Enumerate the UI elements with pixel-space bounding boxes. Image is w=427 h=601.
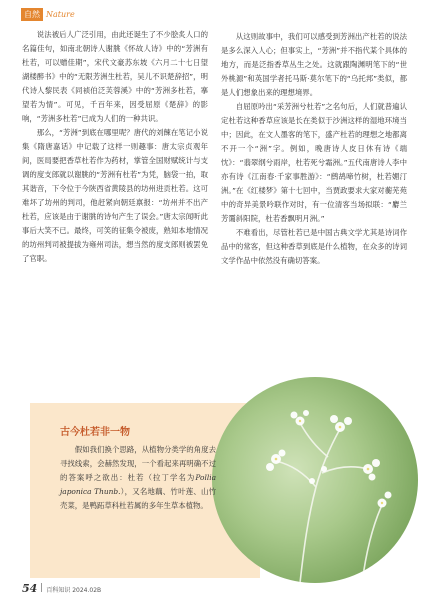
- pollia-flower-illustration: [212, 377, 418, 583]
- sidebar-paragraph: [60, 443, 216, 513]
- left-column: [22, 28, 208, 266]
- sidebar-title: 古今杜若非一物: [60, 427, 130, 438]
- sidebar-body: [60, 443, 216, 513]
- left-paragraph-2: 那么，“芳洲”到底在哪里呢？唐代的刘餗在笔记小说集《隋唐嘉话》中记载了这样一则趣事：唐太宗贞观年间，医局要把香草杜若作为药材，掌管全国财赋统计与支调的度支郎就以谢朓的“芳洲有杜若”为凭，脑袋一拍，取其谐音，下令位于今陕西省黄陵县的坊州进贡杜若。这可难坏了坊州的判司，他赶紧向朝廷禀报：“坊州并不出产杜若，应该是由于谢朓的诗句产生了误会。”唐太宗闻听此事后大笑不已。最终，可笑的征集令被废，熟知本地情况的坊州判司被提拔为雍州司法，想当然的度支郎则被罢免了官职。: [22, 128, 208, 263]
- sidebar-text-after: ），又名地藕、竹叶莲、山竹壳菜，是鸭跖草科杜若属的多年生草本植物。: [60, 487, 216, 510]
- right-paragraph-3: 不难看出，尽管杜若已是中国古典文学尤其是诗词作品中的常客，但这种香草到底是什么植物，在众多的诗词文学作品中依然没有确切答案。: [221, 228, 407, 265]
- magazine-issue: 百科知识 2024.02B: [46, 587, 102, 594]
- footer-divider: [41, 583, 42, 592]
- sidebar-box: [0, 403, 427, 578]
- latin-name: Pollia japonica Thunb.: [60, 473, 216, 496]
- right-paragraph-2: 自屈原吟出“采芳洲兮杜若”之名句后，人们就普遍认定杜若这种香草应该是长在类似于沙洲这样的湿地环境当中；因此，在文人墨客的笔下，盛产杜若的理想之地都离不开一个“洲”字。例如，晚唐诗人皮日休有诗《端忱》：“翡翠纲兮雨岸，杜若死兮霜洲。”五代南唐诗人李中亦有诗《江南春·千家事胜游》：“鹧鸪啼竹树，杜若媚汀洲。”在《红楼梦》第十七回中，当贾政要求大家对蘅芜苑中的奇异美景吟联作对时，有一位清客当场拟联：“麝兰芳霭斜阳院，杜若香飘明月洲。”: [221, 102, 407, 223]
- section-tag: [21, 8, 75, 21]
- section-tag-cn: 自然: [21, 8, 43, 21]
- page-footer: [22, 582, 101, 595]
- section-tag-en: Nature: [46, 10, 75, 19]
- left-paragraph-1: 说法被后人广泛引用，由此还诞生了不少脍炙人口的名篇佳句，如南北朝诗人谢朓《怀故人诗》中的“芳洲有杜若，可以赠佳期”，宋代文豪苏东坡《六月二十七日望湖楼醉书》中的“无限芳洲生杜若，吴儿不识楚辞招”，明代诗人黎民表《同祯伯泛芙蓉溪》中的“芳洲多杜若，搴望若为情”。可见，千百年来，因受屈原《楚辞》的影响，“芳洲多杜若”已成为人们的一种共识。: [22, 30, 208, 123]
- right-paragraph-1: 从这则故事中，我们可以感受到芳洲出产杜若的说法是多么深入人心；但事实上，“芳洲”并不指代某个具体的地方，而是泛指香草丛生之处。这就跟陶渊明笔下的“世外桃源”和英国学者托马斯·莫尔笔下的“乌托邦”类似，都是人们想象出来的理想境界。: [221, 32, 407, 97]
- page-number: 54: [22, 582, 38, 595]
- sidebar-text-before: 假如我们换个思路，从植物分类学的角度去寻找线索，会赫然发现，一个看起来再明确不过的答案呼之欲出：杜若（拉丁学名为: [60, 445, 216, 482]
- plant-photo: [212, 377, 418, 583]
- right-column: [221, 30, 407, 268]
